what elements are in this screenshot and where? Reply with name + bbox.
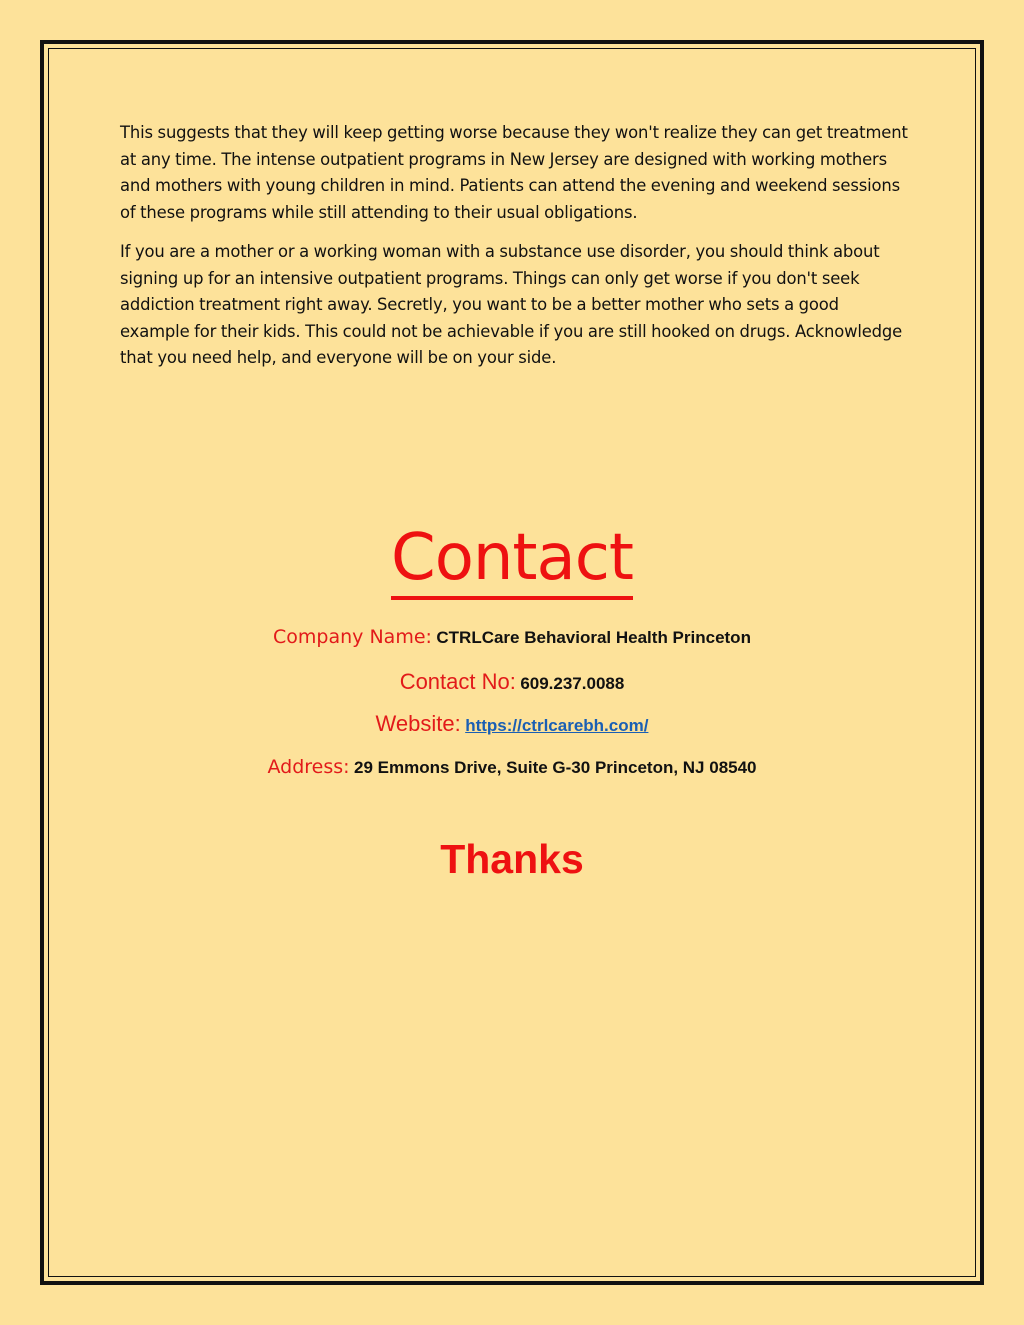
company-line — [0, 626, 1024, 648]
address-line — [0, 756, 1024, 778]
phone-label: Contact No: — [399, 669, 516, 694]
website-link[interactable]: https://ctrlcarebh.com/ — [465, 716, 649, 735]
address-label: Address: — [267, 756, 350, 778]
paragraph-1: This suggests that they will keep getting worse because they won't realize they can get treatment at any time. The intense outpatient programs in New Jersey are designed with working mothers and mothers with young children in mind. Patients can attend the evening and weekend sessions of these programs while still attending to their usual obligations. — [120, 123, 908, 222]
company-value: CTRLCare Behavioral Health Princeton — [436, 628, 751, 647]
phone-line — [0, 669, 1024, 695]
body-text — [120, 120, 910, 385]
address-value: 29 Emmons Drive, Suite G-30 Princeton, NJ 08540 — [354, 758, 757, 777]
company-label: Company Name: — [273, 626, 432, 648]
website-line — [0, 711, 1024, 737]
contact-heading — [0, 516, 1024, 600]
phone-value: 609.237.0088 — [520, 674, 625, 693]
thanks-heading: Thanks — [440, 836, 584, 882]
contact-heading-text: Contact — [391, 520, 633, 600]
paragraph-2: If you are a mother or a working woman with a substance use disorder, you should think about signing up for an intensive outpatient programs. Things can only get worse if you don't seek addiction treatment right away. Secretly, you want to be a better mother who sets a good example for their kids. This could not be achievable if you are still hooked on drugs. Acknowledge that you need help, and everyone will be on your side. — [120, 242, 903, 367]
website-label: Website: — [375, 711, 461, 736]
